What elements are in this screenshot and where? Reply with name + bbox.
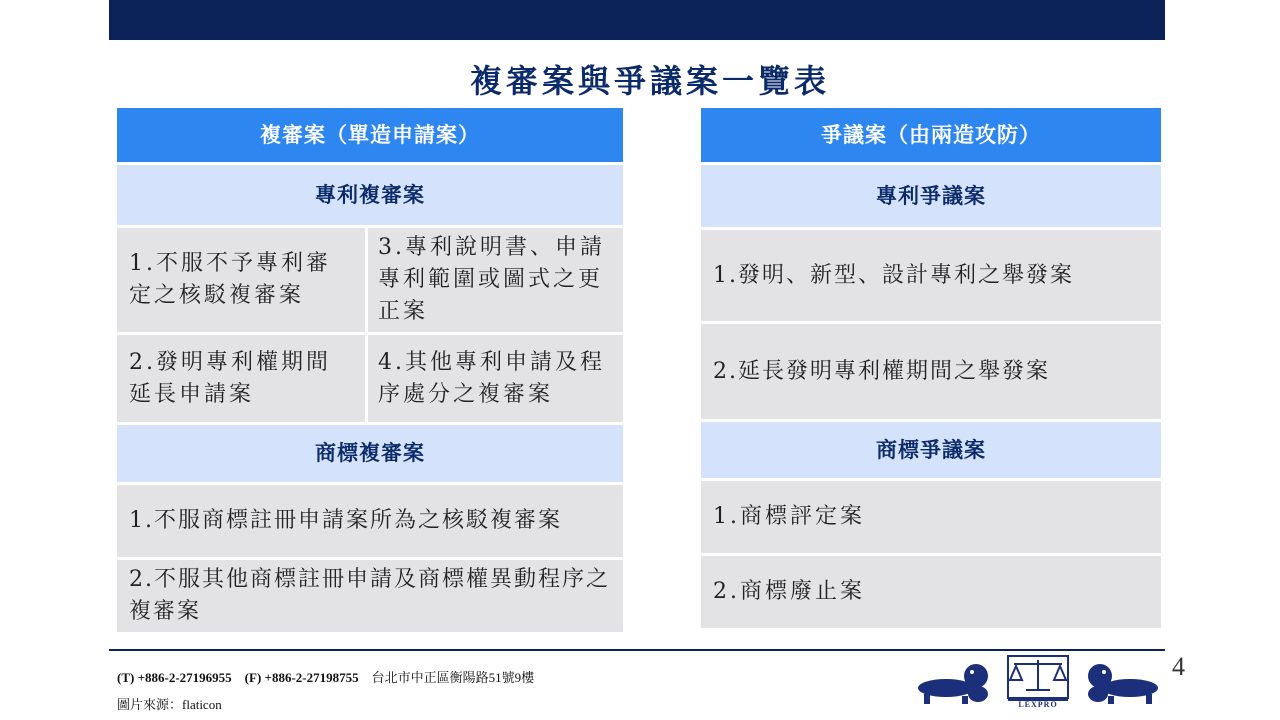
left-patent-item-3: 3.專利說明書、申請專利範圍或圖式之更正案 bbox=[368, 228, 623, 332]
left-trademark-item-1: 1.不服商標註冊申請案所為之核駁複審案 bbox=[117, 485, 623, 557]
left-patent-item-1: 1.不服不予專利審定之核駁複審案 bbox=[117, 228, 365, 332]
scales-icon bbox=[1008, 656, 1068, 700]
lexpro-logo bbox=[916, 654, 1160, 708]
footer-contact bbox=[117, 667, 534, 686]
top-banner bbox=[109, 0, 1165, 40]
left-patent-header: 專利複審案 bbox=[117, 165, 623, 225]
right-trademark-item-2: 2.商標廢止案 bbox=[701, 556, 1161, 628]
fax-number: +886-2-27198755 bbox=[264, 670, 359, 685]
left-patent-item-4: 4.其他專利申請及程序處分之複審案 bbox=[368, 335, 623, 422]
left-lion-icon bbox=[918, 664, 988, 704]
address: 台北市中正區衡陽路51號9樓 bbox=[371, 670, 535, 685]
page-number: 4 bbox=[1172, 652, 1185, 681]
image-source: 圖片來源：flaticon bbox=[117, 697, 222, 712]
tel-number: +886-2-27196955 bbox=[137, 670, 232, 685]
left-main-header: 複審案（單造申請案） bbox=[117, 108, 623, 162]
right-trademark-item-1: 1.商標評定案 bbox=[701, 481, 1161, 553]
right-main-header: 爭議案（由兩造攻防） bbox=[701, 108, 1161, 162]
footer-divider bbox=[109, 649, 1165, 651]
left-patent-item-2: 2.發明專利權期間延長申請案 bbox=[117, 335, 365, 422]
right-lion-icon bbox=[1088, 664, 1158, 704]
right-patent-header: 專利爭議案 bbox=[701, 165, 1161, 227]
right-patent-item-1: 1.發明、新型、設計專利之舉發案 bbox=[701, 230, 1161, 321]
fax-label: (F) bbox=[244, 670, 262, 685]
logo-wordmark: LEXPRO bbox=[1018, 700, 1058, 708]
tel-label: (T) bbox=[117, 670, 135, 685]
left-trademark-header: 商標複審案 bbox=[117, 425, 623, 482]
left-trademark-item-2: 2.不服其他商標註冊申請及商標權異動程序之複審案 bbox=[117, 560, 623, 632]
slide-title: 複審案與爭議案一覽表 bbox=[469, 62, 830, 100]
right-trademark-header: 商標爭議案 bbox=[701, 422, 1161, 478]
right-patent-item-2: 2.延長發明專利權期間之舉發案 bbox=[701, 324, 1161, 419]
